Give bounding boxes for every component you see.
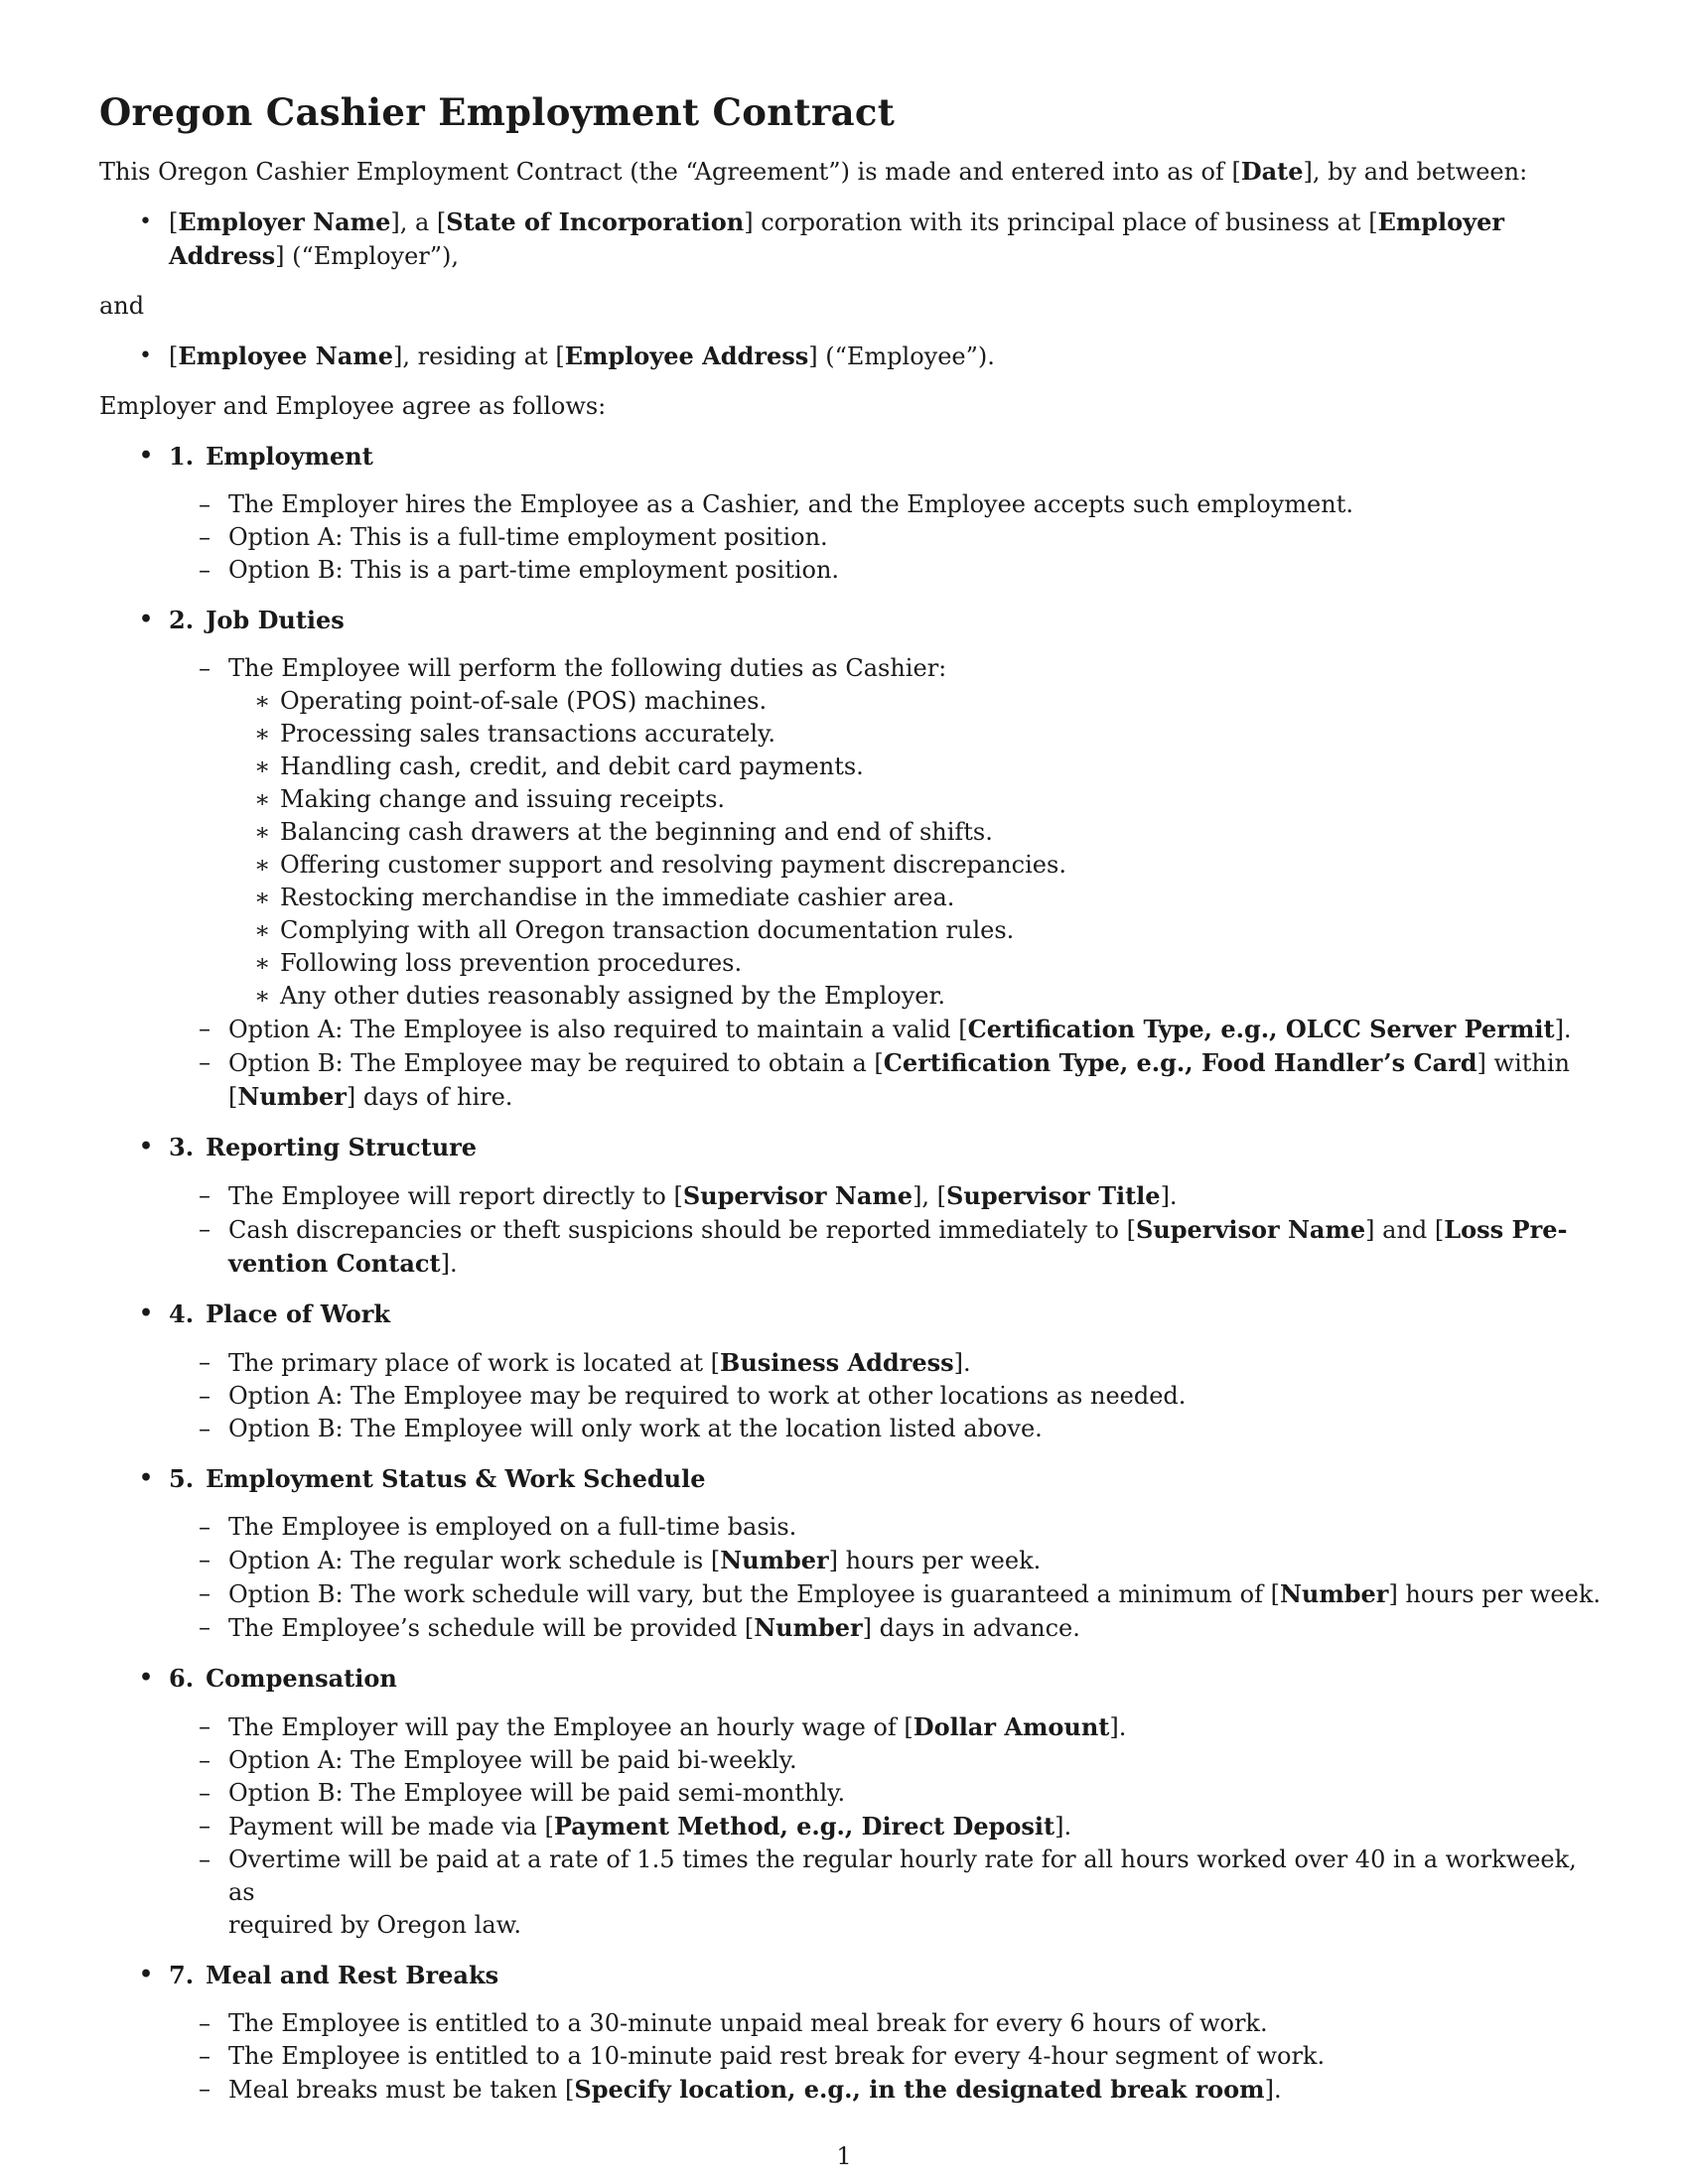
document-title: Oregon Cashier Employment Contract [99, 90, 896, 134]
section-meal-rest-breaks [99, 1959, 1589, 2107]
dash-icon: – [199, 1215, 211, 1243]
bullet-icon: • [139, 1665, 154, 1691]
intro-paragraph: This Oregon Cashier Employment Contract (the “Agreement”) is made and entered into as of [Date], by and between: [99, 157, 1528, 186]
dash-icon: – [199, 1845, 211, 1873]
bullet-icon: • [139, 1134, 154, 1160]
date-placeholder: Date [1240, 157, 1304, 186]
asterisk-icon: ∗ [254, 949, 271, 977]
bullet-icon: • [139, 443, 154, 469]
list-item: – Option B: This is a part-time employment position. [99, 554, 1589, 587]
duty-item: ∗ Complying with all Oregon transaction documentation rules. [99, 914, 1589, 947]
section-reporting-structure [99, 1131, 1589, 1281]
duty-item: ∗ Making change and issuing receipts. [99, 783, 1589, 816]
section-job-duties [99, 604, 1589, 1114]
section-heading: • 5. Employment Status & Work Schedule [139, 1464, 706, 1493]
asterisk-icon: ∗ [254, 916, 271, 944]
list-item: – Cash discrepancies or theft suspicions should be reported immediately to [Supervisor Name] and [Loss Pre- vention Contact]. [199, 1215, 1568, 1278]
list-item: – The Employee will perform the following duties as Cashier: [99, 652, 1589, 685]
employee-party-item: • [Employee Name], residing at [Employee Address] (“Employee”). [139, 341, 995, 370]
dash-icon: – [199, 1382, 211, 1410]
page-number: 1 [836, 2142, 852, 2170]
dash-icon: – [199, 490, 211, 518]
list-item: – The Employer hires the Employee as a Cashier, and the Employee accepts such employment. [99, 488, 1589, 521]
duty-item: ∗ Operating point-of-sale (POS) machines. [99, 685, 1589, 718]
employer-address-placeholder: Employer Address [169, 207, 1505, 270]
dash-icon: – [199, 1048, 211, 1076]
list-item: – The Employee is employed on a full-time basis. [99, 1511, 1589, 1544]
dash-icon: – [199, 1579, 211, 1607]
employer-party-item: • [Employer Name], a [State of Incorporation] corporation with its principal place of business at [Employer Address] (“Employer”), [139, 207, 1505, 270]
section-place-of-work [99, 1297, 1589, 1445]
asterisk-icon: ∗ [254, 752, 271, 780]
dash-icon: – [199, 1348, 211, 1376]
list-item: – The Employer will pay the Employee an hourly wage of [Dollar Amount]. [199, 1712, 1127, 1741]
asterisk-icon: ∗ [254, 687, 271, 715]
dash-icon: – [199, 1415, 211, 1442]
list-item: – Option A: The regular work schedule is [Number] hours per week. [199, 1546, 1042, 1574]
bullet-icon: • [139, 1962, 154, 1987]
bullet-icon: • [139, 607, 154, 632]
asterisk-icon: ∗ [254, 720, 271, 748]
list-item: – Option B: The Employee will be paid semi-monthly. [99, 1777, 1589, 1810]
duty-item: ∗ Restocking merchandise in the immediate cashier area. [99, 882, 1589, 914]
section-heading: • 2. Job Duties [139, 606, 345, 634]
and-text: and [99, 292, 145, 320]
dash-icon: – [199, 1546, 211, 1573]
bullet-icon: • [139, 343, 152, 368]
dash-icon: – [199, 1812, 211, 1840]
dash-icon: – [199, 2075, 211, 2103]
list-item: – Overtime will be paid at a rate of 1.5 times the regular hourly rate for all hours worked over 40 in a workweek, as required by Oregon law. [199, 1845, 1577, 1939]
dash-icon: – [199, 2042, 211, 2070]
bullet-icon: • [139, 209, 152, 234]
dash-icon: – [199, 1779, 211, 1807]
state-placeholder: State of Incorporation [446, 207, 745, 236]
list-item: – Option A: This is a full-time employment position. [99, 521, 1589, 554]
duty-item: ∗ Handling cash, credit, and debit card payments. [99, 751, 1589, 783]
dash-icon: – [199, 1712, 211, 1740]
section-compensation [99, 1662, 1589, 1942]
list-item: – Option A: The Employee is also required to maintain a valid [Certification Type, e.g., OLCC Server Permit]. [199, 1015, 1572, 1043]
asterisk-icon: ∗ [254, 818, 271, 846]
duty-item: ∗ Any other duties reasonably assigned by the Employer. [99, 980, 1589, 1013]
dash-icon: – [199, 1613, 211, 1641]
asterisk-icon: ∗ [254, 851, 271, 879]
duty-item: ∗ Processing sales transactions accurately. [99, 718, 1589, 751]
list-item: – Option B: The Employee will only work at the location listed above. [99, 1413, 1589, 1445]
duty-item: ∗ Following loss prevention procedures. [99, 947, 1589, 980]
dash-icon: – [199, 1746, 211, 1774]
document-page [99, 87, 1601, 2123]
list-item: – The Employee will report directly to [Supervisor Name], [Supervisor Title]. [199, 1181, 1178, 1210]
list-item: – Payment will be made via [Payment Method, e.g., Direct Deposit]. [199, 1812, 1072, 1841]
bullet-icon: • [139, 1300, 154, 1326]
asterisk-icon: ∗ [254, 884, 271, 911]
duty-item: ∗ Offering customer support and resolving payment discrepancies. [99, 849, 1589, 882]
list-item: – Option B: The Employee may be required to obtain a [Certification Type, e.g., Food Handler’s Card] within [Number] days of hire. [199, 1048, 1570, 1111]
list-item: – Option B: The work schedule will vary, but the Employee is guaranteed a minimum of [Number] hours per week. [199, 1579, 1601, 1608]
section-heading: • 1. Employment [139, 442, 373, 471]
dash-icon: – [199, 1181, 211, 1209]
list-item: – Meal breaks must be taken [Specify location, e.g., in the designated break room]. [199, 2075, 1282, 2104]
list-item: – The Employee is entitled to a 10-minute paid rest break for every 4-hour segment of work. [99, 2040, 1589, 2073]
dash-icon: – [199, 654, 211, 682]
dash-icon: – [199, 523, 211, 551]
employee-address-placeholder: Employee Address [564, 341, 809, 370]
asterisk-icon: ∗ [254, 785, 271, 813]
duty-item: ∗ Balancing cash drawers at the beginning and end of shifts. [99, 816, 1589, 849]
section-heading: • 4. Place of Work [139, 1299, 390, 1328]
dash-icon: – [199, 2009, 211, 2037]
section-employment [99, 440, 1589, 587]
list-item: – The Employee’s schedule will be provided [Number] days in advance. [199, 1613, 1080, 1642]
section-employment-status [99, 1462, 1601, 1645]
list-item: – Option A: The Employee will be paid bi-weekly. [99, 1744, 1589, 1777]
employee-name-placeholder: Employee Name [178, 341, 393, 370]
list-item: – The primary place of work is located at [Business Address]. [199, 1348, 971, 1377]
dash-icon: – [199, 556, 211, 584]
dash-icon: – [199, 1015, 211, 1042]
bullet-icon: • [139, 1465, 154, 1491]
employer-name-placeholder: Employer Name [178, 207, 391, 236]
agree-text: Employer and Employee agree as follows: [99, 392, 607, 420]
dash-icon: – [199, 1513, 211, 1541]
list-item: – Option A: The Employee may be required to work at other locations as needed. [99, 1380, 1589, 1413]
asterisk-icon: ∗ [254, 982, 271, 1010]
section-heading: • 7. Meal and Rest Breaks [139, 1961, 499, 1989]
list-item: – The Employee is entitled to a 30-minute unpaid meal break for every 6 hours of work. [99, 2007, 1589, 2040]
section-heading: • 3. Reporting Structure [139, 1133, 478, 1161]
section-heading: • 6. Compensation [139, 1664, 397, 1693]
